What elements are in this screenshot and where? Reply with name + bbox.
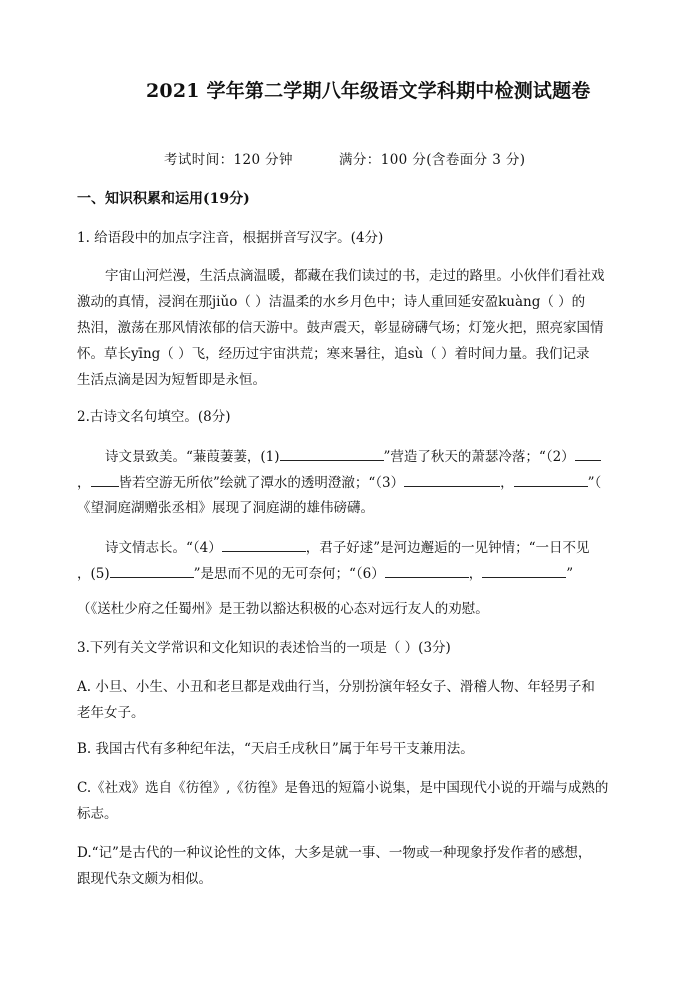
answer-blank-3a[interactable] (404, 472, 500, 487)
q2-text: ，(5) (77, 566, 110, 582)
q1-passage-line: 生活点滴是因为短暂即是永恒。 (77, 372, 266, 388)
answer-blank-5[interactable] (110, 563, 194, 578)
q1-passage-line: 激动的真情，浸润在那jiǔo（ ）洁温柔的水乡月色中；诗人重回延安盈kuàng（ ）的 (77, 294, 586, 310)
q2-text: 皆若空游无所依”绘就了潭水的透明澄澈；“（3） (118, 475, 405, 491)
q1-passage-line: 宇宙山河烂漫，生活点滴温暖，都藏在我们读过的书，走过的路里。小伙伴们看社戏 (105, 268, 605, 284)
q2-paragraph-1-line-1 (105, 446, 601, 467)
q3-option-b: B. 我国古代有多种纪年法，“天启壬戌秋日”属于年号干支兼用法。 (77, 741, 474, 757)
q2-text: ， (77, 475, 91, 491)
q3-option-c-continued: 标志。 (77, 806, 118, 822)
question-2-prompt: 2.古诗文名句填空。(8分) (77, 409, 231, 425)
q2-paragraph-2-line-3: （《送杜少府之任蜀州》是王勃以豁达积极的心态对远行友人的劝慰。 (77, 601, 489, 617)
q2-text: ，君子好逑”是河边邂逅的一见钟情；“一日不见 (305, 540, 590, 556)
q2-paragraph-1-line-2 (77, 472, 601, 493)
q2-paragraph-1-line-3: 《望洞庭湖赠张丞相》展现了洞庭湖的雄伟磅礴。 (77, 500, 374, 516)
q3-option-a-continued: 老年女子。 (77, 705, 145, 721)
q2-text: ” (566, 566, 574, 582)
q1-passage-line: 热泪，激荡在那风情浓郁的信天游中。鼓声震天，彰显磅礴气场；灯笼火把，照亮家国情 (77, 320, 604, 336)
q2-text: 诗文情志长。“（4） (105, 540, 222, 556)
q1-passage-line: 怀。草长yīng（ ）飞，经历过宇宙洪荒；寒来暑往，追sù（ ）着时间力量。我们记录 (77, 346, 590, 362)
q2-text: ， (500, 475, 514, 491)
q3-option-d-continued: 跟现代杂文颇为相似。 (77, 871, 212, 887)
q2-paragraph-2-line-2 (77, 563, 573, 584)
exam-score: 满分：100 分(含卷面分 3 分) (339, 152, 526, 168)
question-1-prompt: 1. 给语段中的加点字注音，根据拼音写汉字。(4分) (77, 230, 384, 246)
q2-text: ”营造了秋天的萧瑟冷落；“（2） (383, 449, 575, 465)
exam-time: 考试时间：120 分钟 (164, 152, 293, 168)
answer-blank-2a[interactable] (575, 446, 601, 461)
exam-title: 2021 学年第二学期八年级语文学科期中检测试题卷 (146, 80, 591, 102)
q2-paragraph-2-line-1 (105, 537, 590, 558)
section-heading: 一、知识积累和运用(19分) (77, 191, 250, 207)
answer-blank-1[interactable] (280, 446, 384, 461)
q3-option-d: D.“记”是古代的一种议论性的文体，大多是就一事、一物或一种现象抒发作者的感想， (77, 845, 592, 861)
q2-text: ”（ (587, 475, 602, 491)
q2-text: 诗文景致美。“蒹葭萋萋，(1) (105, 449, 280, 465)
answer-blank-6a[interactable] (385, 563, 469, 578)
answer-blank-2b[interactable] (91, 472, 119, 487)
q2-text: ”是思而不见的无可奈何；“（6） (193, 566, 385, 582)
question-3-prompt: 3.下列有关文学常识和文化知识的表述恰当的一项是（ ）(3分) (77, 640, 451, 656)
answer-blank-4[interactable] (222, 537, 306, 552)
q3-option-a: A. 小旦、小生、小丑和老旦都是戏曲行当，分别扮演年轻女子、滑稽人物、年轻男子和 (77, 679, 595, 695)
answer-blank-6b[interactable] (482, 563, 566, 578)
q2-text: ， (468, 566, 483, 582)
answer-blank-3b[interactable] (514, 472, 588, 487)
q3-option-c: C.《社戏》选自《彷徨》,《彷徨》是鲁迅的短篇小说集，是中国现代小说的开端与成熟的 (77, 780, 609, 796)
